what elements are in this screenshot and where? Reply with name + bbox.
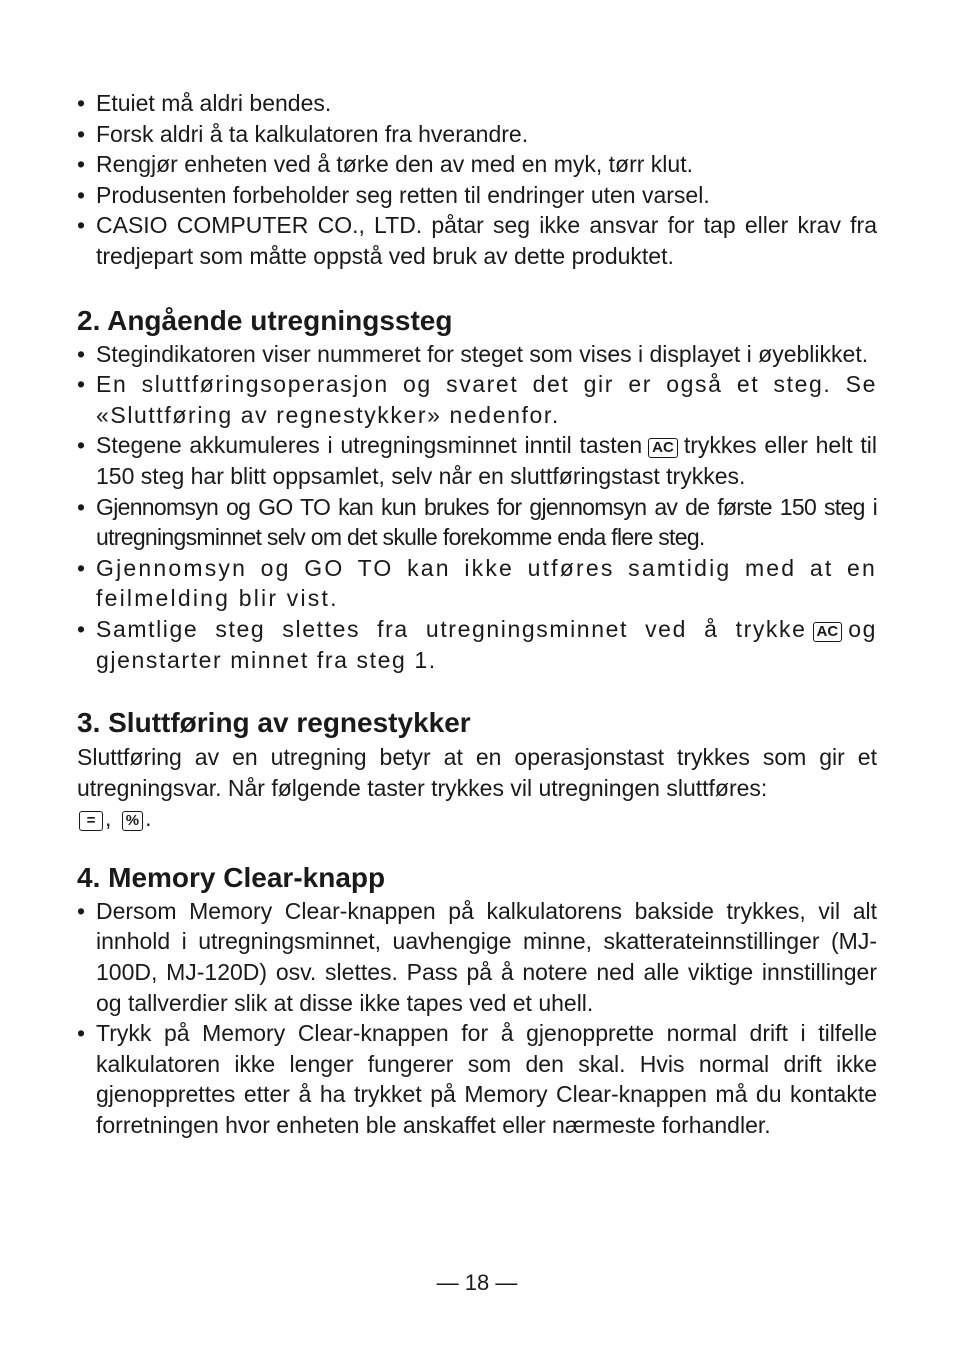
steps-bullet-list [77, 339, 877, 676]
completion-paragraph [77, 742, 877, 834]
end-period: . [145, 805, 152, 832]
list-item-text: Stegene akkumuleres i utregningsminnet inntil tasten [96, 432, 643, 459]
list-item: • Produsenten forbeholder seg retten til endringer uten varsel. [77, 180, 877, 211]
list-item [77, 614, 877, 675]
equals-key-icon: = [79, 811, 103, 831]
page-number: — 18 — [436, 1270, 518, 1295]
list-item: • CASIO COMPUTER CO., LTD. påtar seg ikke ansvar for tap eller krav fra tredjepart som måtte oppstå ved bruk av dette produktet. [77, 210, 877, 271]
percent-key-icon: % [122, 811, 143, 831]
ac-key-icon: AC [813, 622, 843, 642]
section-heading-steps: 2. Angående utregningssteg [77, 304, 453, 336]
list-item: • Forsk aldri å ta kalkulatoren fra hverandre. [77, 119, 877, 150]
list-item: • Etuiet må aldri bendes. [77, 88, 877, 119]
list-item: • Dersom Memory Clear-knappen på kalkulatorens bakside trykkes, vil alt innhold i utregningsminnet, uavhengige minne, skatterateinnstillinger (MJ-100D, MJ-120D) osv. slettes. Pass på å notere ned alle viktige innstillinger og tallverdier slik at disse ikke tapes ved et uhell. [77, 896, 877, 1018]
paragraph-text: Sluttføring av en utregning betyr at en operasjonstast trykkes som gir et utregningsvar. Når følgende taster trykkes vil utregningen sluttføres: [77, 744, 877, 801]
ac-key-icon: AC [648, 438, 678, 458]
list-item: • Gjennomsyn og GO TO kan ikke utføres samtidig med at en feilmelding blir vist. [77, 553, 877, 614]
intro-bullet-list [77, 88, 877, 272]
list-item: • Gjennomsyn og GO TO kan kun brukes for gjennomsyn av de første 150 steg i utregningsminnet selv om det skulle forekomme enda flere steg. [77, 492, 877, 553]
list-item: • Stegindikatoren viser nummeret for steget som vises i displayet i øyeblikket. [77, 339, 877, 370]
manual-page [77, 88, 877, 1141]
list-item: • Rengjør enheten ved å tørke den av med en myk, tørr klut. [77, 149, 877, 180]
separator-comma: , [105, 805, 112, 832]
list-item-text: Samtlige steg slettes fra utregningsminnet ved å trykke [96, 615, 807, 642]
list-item: • Trykk på Memory Clear-knappen for å gjenopprette normal drift i tilfelle kalkulatoren ikke lenger fungerer som den skal. Hvis normal drift ikke gjenopprettes etter å ha trykket på Memory Clear-knappen må du kontakte forretningen hvor enheten ble anskaffet eller nærmeste forhandler. [77, 1018, 877, 1140]
list-item [77, 430, 877, 491]
list-item-text: og gjenstarter minnet fra steg 1. [96, 615, 877, 673]
list-item-text: trykkes eller helt til 150 steg har blitt oppsamlet, selv når en sluttføringstast trykkes. [96, 432, 877, 489]
section-heading-completion: 3. Sluttføring av regnestykker [77, 707, 471, 739]
section-heading-memory-clear: 4. Memory Clear-knapp [77, 861, 386, 893]
memory-clear-bullet-list [77, 896, 877, 1141]
list-item: • En sluttføringsoperasjon og svaret det gir er også et steg. Se «Sluttføring av regnestykker» nedenfor. [77, 369, 877, 430]
